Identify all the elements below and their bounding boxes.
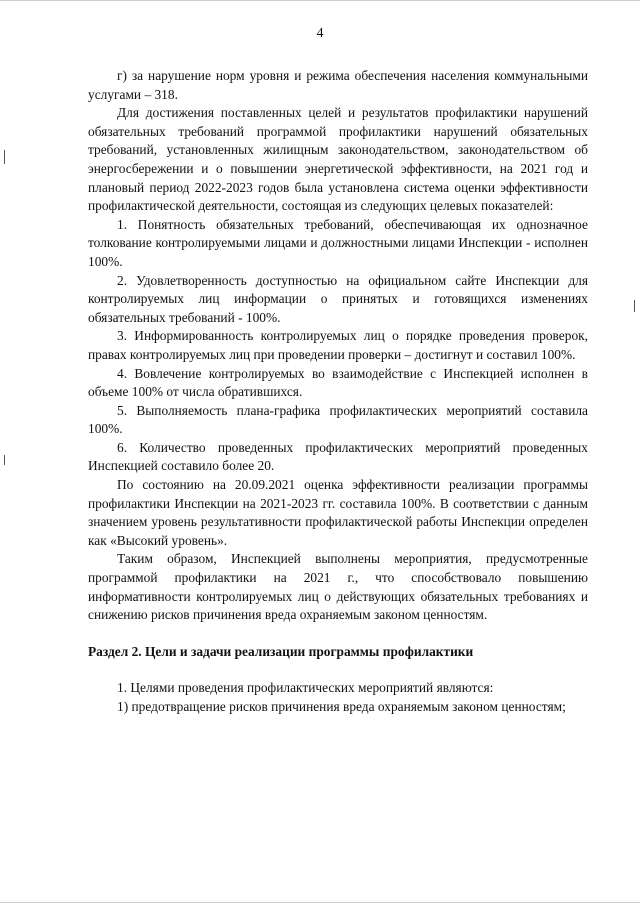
paragraph-efficiency-assessment: По состоянию на 20.09.2021 оценка эффективности реализации программы профилактики Инспекции на 2021-2023 гг. составила 100%. В соответствии с данным значением уровень результативности профилактической работы Инспекции определен как «Высокий уровень». [88,477,588,548]
section-paragraph-goals: 1. Целями проведения профилактических мероприятий являются: [117,680,494,696]
indicator-4: 4. Вовлечение контролируемых во взаимодействие с Инспекцией исполнен в объеме 100% от числа обратившихся. [88,365,588,400]
section-heading: Раздел 2. Цели и задачи реализации программы профилактики [88,643,474,659]
indicator-2: 2. Удовлетворенность доступностью на официальном сайте Инспекции для контролируемых лиц информации о принятых и готовящихся изменениях обязательных требований - 100%. [88,272,588,325]
indicator-3: 3. Информированность контролируемых лиц о порядке проведения проверок, правах контролируемых лиц при проведении проверки – достигнут и составил 100%. [88,328,588,362]
paragraph-evaluation-system: Для достижения поставленных целей и результатов профилактики нарушений обязательных требований программой профилактики нарушений обязательных требований, установленных жилищным законодательством, законодательством об энергосбережении и о повышении энергетической эффективности, на 2021 год и плановый период 2022-2023 годов была установлена система оценки эффективности профилактической деятельности, состоящая из следующих целевых показателей: [88,105,588,214]
paragraph-consumer-services: г) за нарушение норм уровня и режима обеспечения населения коммунальными услугами – 318. [88,68,588,102]
indicator-6: 6. Количество проведенных профилактических мероприятий проведенных Инспекцией составило более 20. [88,439,588,474]
page-number: 4 [316,26,324,41]
paragraph-conclusion: Таким образом, Инспекцией выполнены мероприятия, предусмотренные программой профилактики на 2021 г., что способствовало повышению информативности контролируемых лиц о действующих обязательных требованиях и снижению рисков причинения вреда охраняемым законом ценностям. [88,551,588,623]
document-body [88,67,588,717]
indicator-5: 5. Выполняемость плана-графика профилактических мероприятий составила 100%. [88,402,588,437]
section-paragraph-goal-1: 1) предотвращение рисков причинения вреда охраняемым законом ценностям; [117,699,566,714]
indicator-1: 1. Понятность обязательных требований, обеспечивающая их однозначное толкование контролируемыми лицами и должностными лицами Инспекции - исполнен 100%. [88,216,588,269]
